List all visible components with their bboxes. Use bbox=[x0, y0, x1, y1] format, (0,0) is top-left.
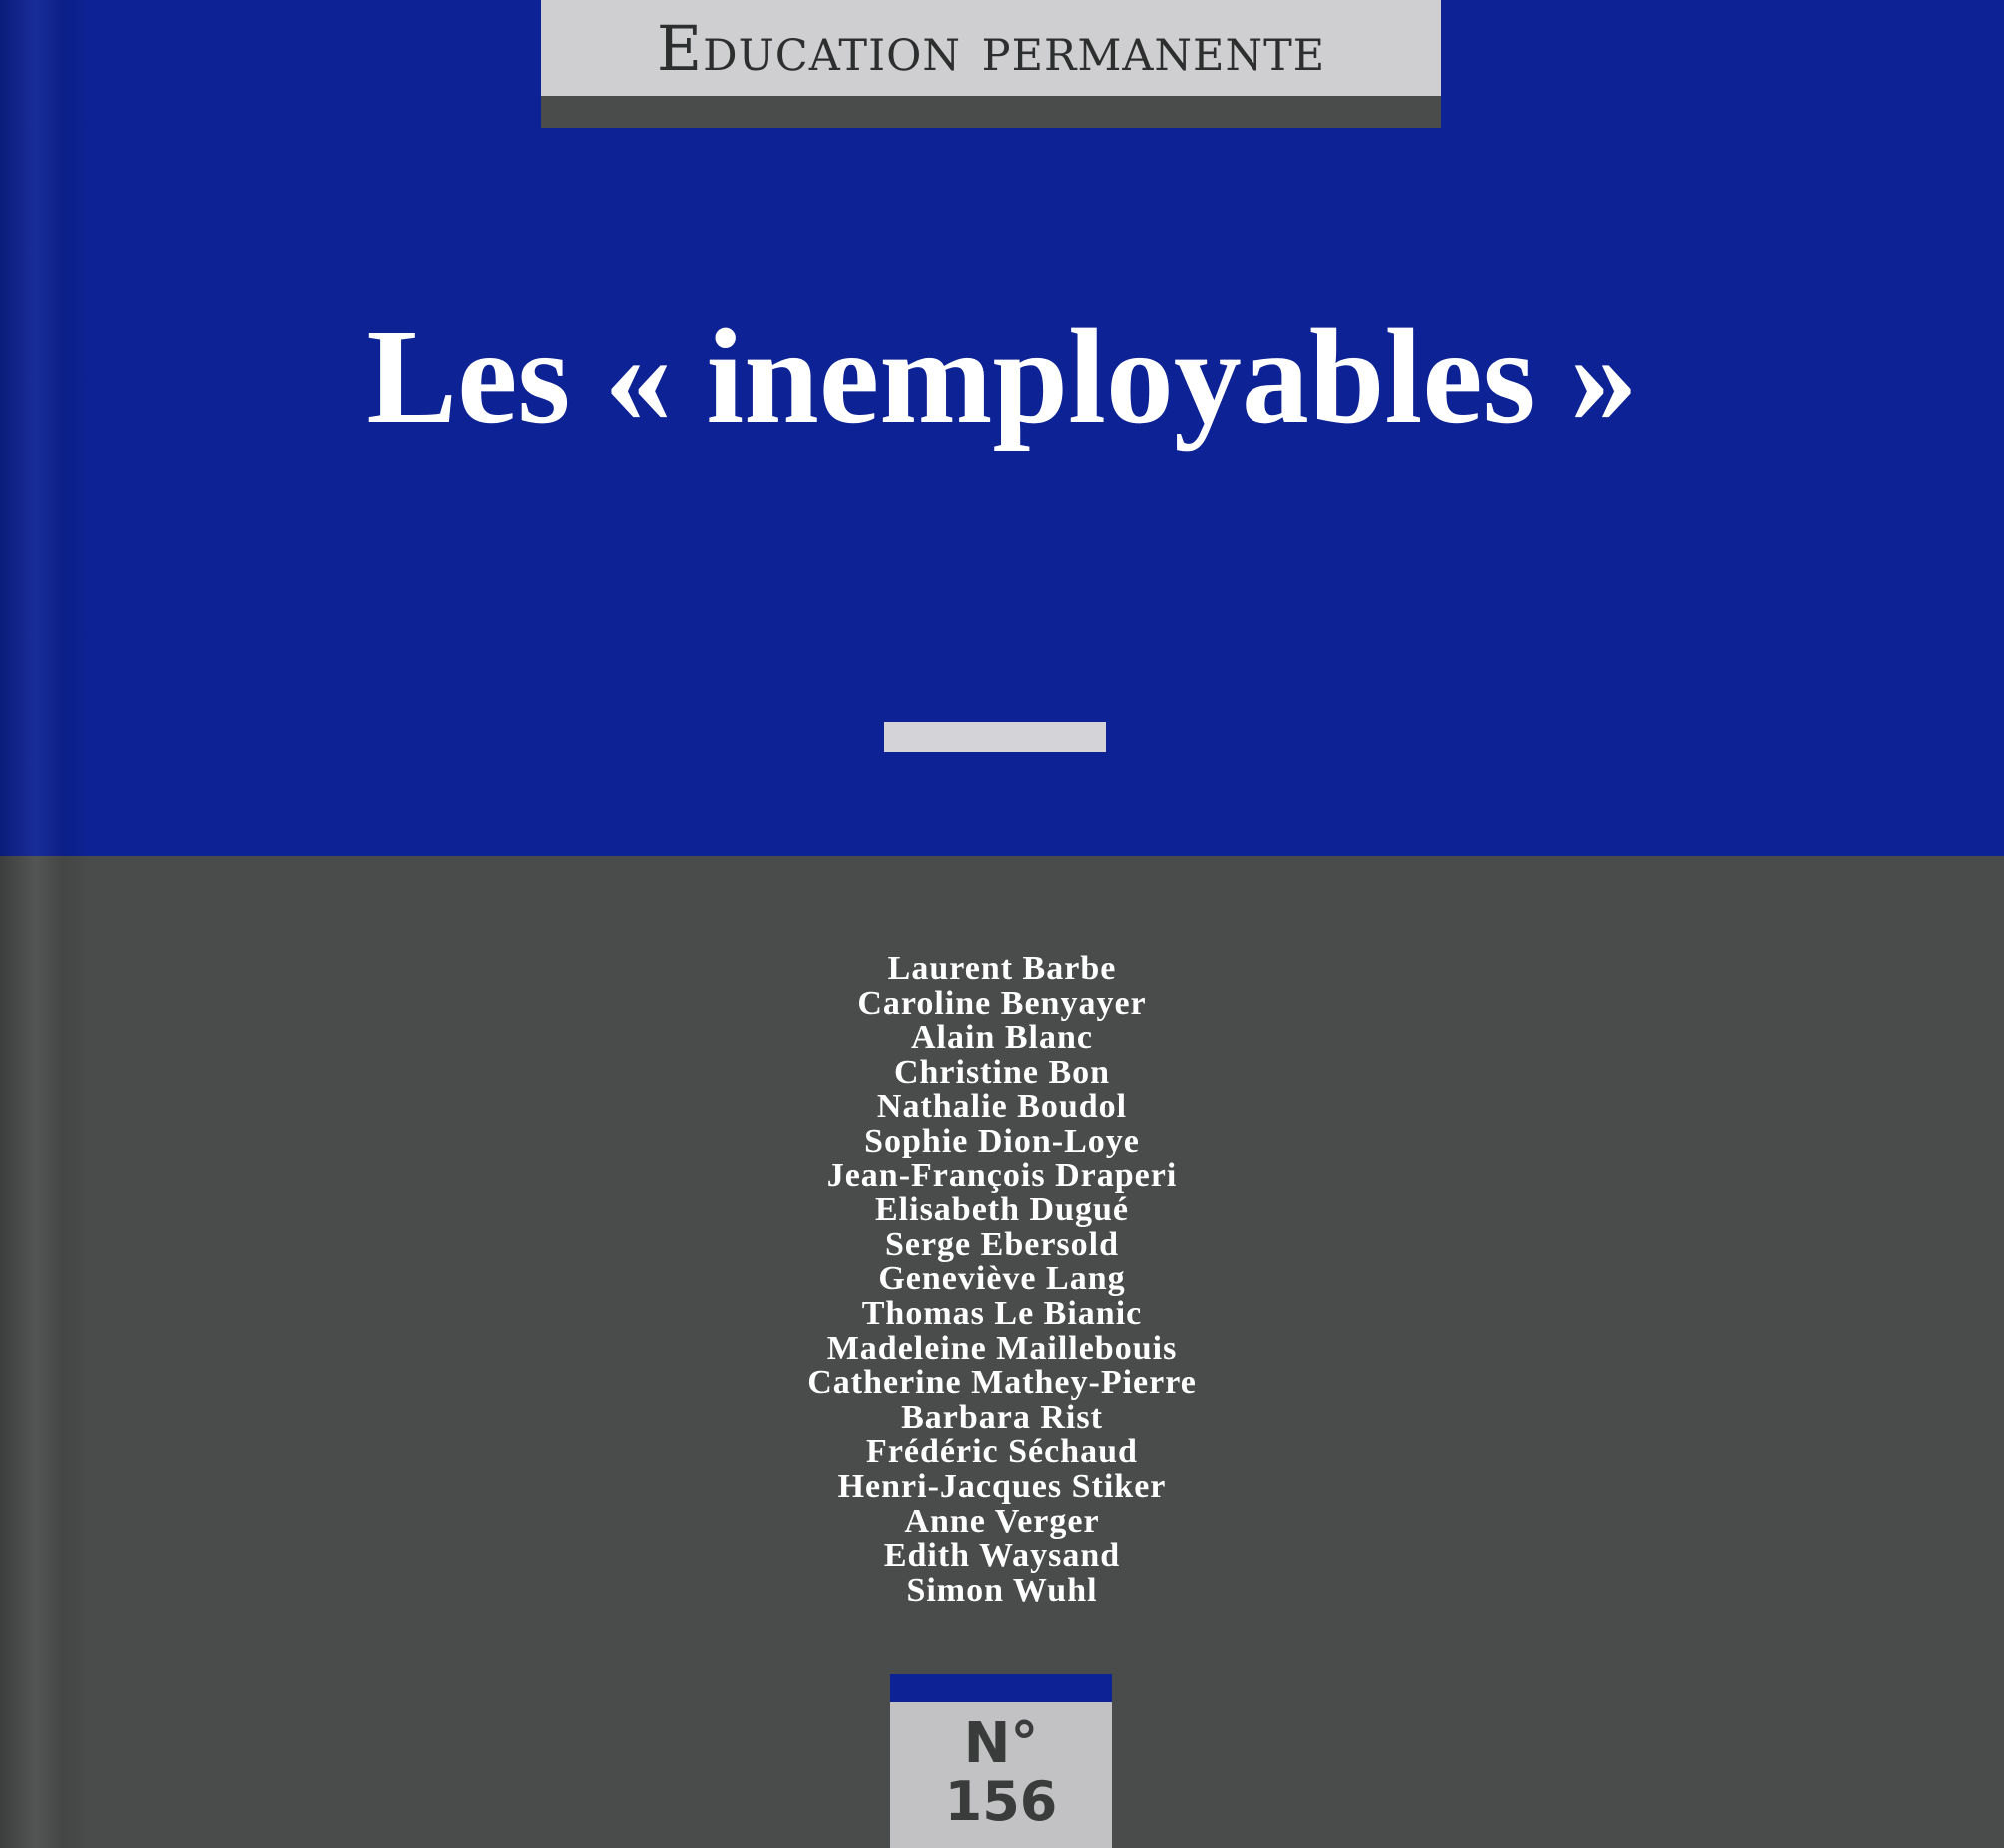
author-name: Madeleine Maillebouis bbox=[826, 1329, 1178, 1367]
author-name: Jean-François Draperi bbox=[826, 1156, 1178, 1194]
author-name: Christine Bon bbox=[893, 1053, 1111, 1091]
author-name: Anne Verger bbox=[904, 1502, 1100, 1540]
author-name: Sophie Dion-Loye bbox=[864, 1122, 1140, 1159]
author-name: Frédéric Séchaud bbox=[866, 1433, 1138, 1471]
issue-badge bbox=[890, 1674, 1112, 1848]
series-banner bbox=[541, 0, 1441, 128]
author-name: Catherine Mathey-Pierre bbox=[807, 1364, 1197, 1402]
author-name: Edith Waysand bbox=[883, 1537, 1121, 1575]
issue-label: N° bbox=[963, 1711, 1039, 1776]
issue-badge-blue-strip bbox=[890, 1674, 1112, 1702]
author-name: Geneviève Lang bbox=[878, 1260, 1126, 1298]
author-name: Laurent Barbe bbox=[887, 950, 1117, 987]
series-banner-dark-strip bbox=[541, 96, 1441, 128]
author-name: Barbara Rist bbox=[901, 1398, 1103, 1436]
author-name: Nathalie Boudol bbox=[876, 1088, 1128, 1126]
title-divider-bar bbox=[884, 722, 1106, 752]
issue-number: 156 bbox=[944, 1770, 1058, 1833]
author-name: Serge Ebersold bbox=[884, 1225, 1120, 1263]
main-title: Les « inemployables » bbox=[366, 302, 1638, 452]
author-name: Caroline Benyayer bbox=[857, 984, 1147, 1022]
series-title: Education permanente bbox=[656, 11, 1326, 85]
series-banner-light bbox=[541, 0, 1441, 96]
author-name: Simon Wuhl bbox=[906, 1571, 1098, 1609]
author-name: Henri-Jacques Stiker bbox=[837, 1467, 1167, 1505]
author-list bbox=[0, 952, 2004, 1608]
author-name: Thomas Le Bianic bbox=[861, 1294, 1143, 1332]
author-name: Elisabeth Dugué bbox=[875, 1191, 1129, 1229]
author-name: Alain Blanc bbox=[911, 1019, 1093, 1057]
